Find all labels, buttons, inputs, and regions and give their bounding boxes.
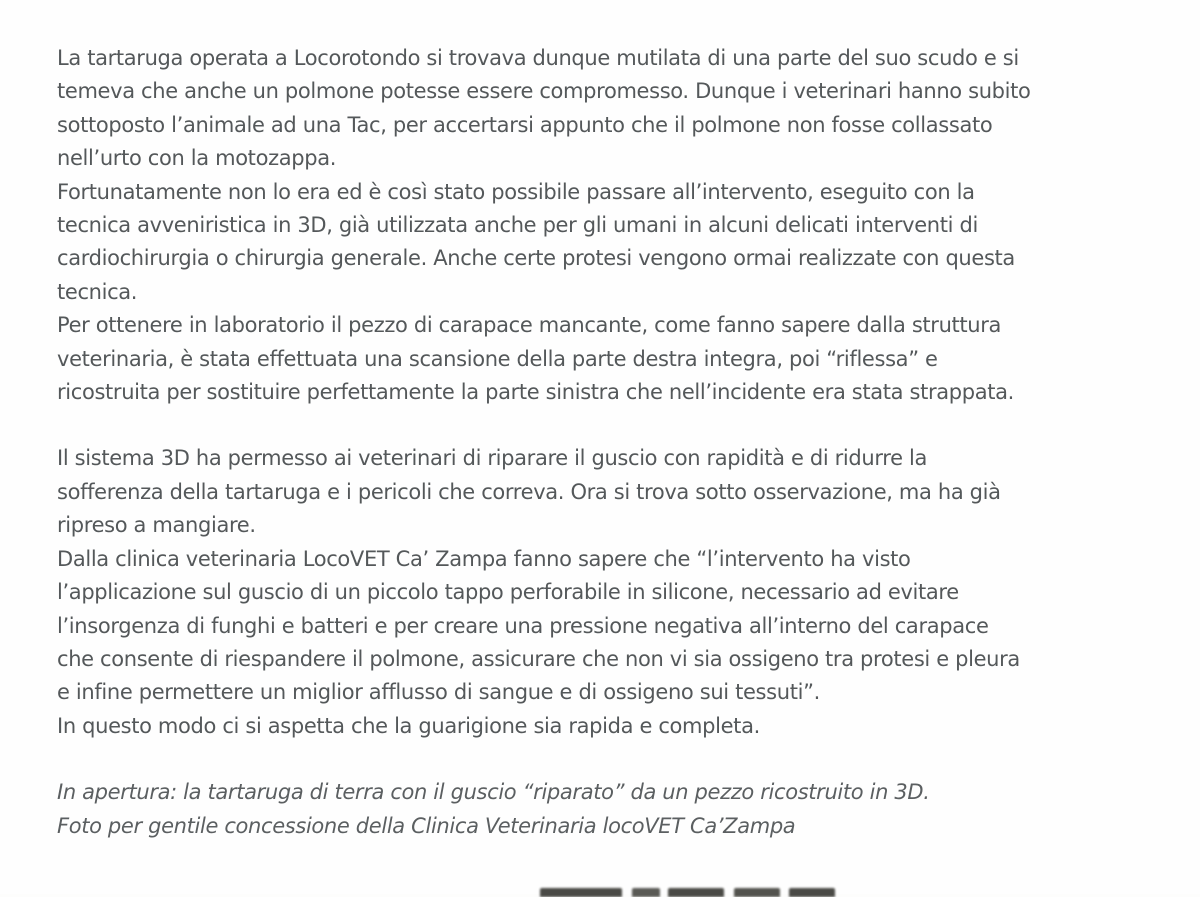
cutoff-fragment-segment <box>632 888 660 897</box>
paragraph: Dalla clinica veterinaria LocoVET Ca’ Zampa fanno sapere che “l’intervento ha visto l’applicazione sul guscio di un piccolo tappo perforabile in silicone, necessario ad evitare l’insorgenza di funghi e batteri e per creare una pressione negativa all’interno del carapace che consente di riespandere il polmone, assicurare che non vi sia ossigeno tra protesi e pleura e infine permettere un miglior afflusso di sangue e di ossigeno sui tessuti”. <box>57 546 1020 705</box>
cutoff-fragment-segment <box>789 888 835 897</box>
paragraph: In questo modo ci si aspetta che la guarigione sia rapida e completa. <box>57 713 760 738</box>
article-body <box>57 42 1157 843</box>
paragraph: Per ottenere in laboratorio il pezzo di carapace mancante, come fanno sapere dalla struttura veterinaria, è stata effettuata una scansione della parte destra integra, poi “riflessa” e ricostruita per sostituire perfettamente la parte sinistra che nell’incidente era stata strappata. <box>57 313 1014 405</box>
paragraph: Fortunatamente non lo era ed è così stato possibile passare all’intervento, eseguito con la tecnica avveniristica in 3D, già utilizzata anche per gli umani in alcuni delicati interventi di cardiochirurgia o chirurgia generale. Anche certe protesi vengono ormai realizzate con questa tecnica. <box>57 179 1015 304</box>
article-block-1 <box>57 42 1157 409</box>
caption-line: Foto per gentile concessione della Clinica Veterinaria locoVET Ca’Zampa <box>57 813 796 838</box>
cutoff-content-fragment <box>540 888 840 897</box>
photo-caption <box>57 776 1157 843</box>
cutoff-fragment-segment <box>540 888 622 897</box>
cutoff-fragment-segment <box>668 888 724 897</box>
paragraph: Il sistema 3D ha permesso ai veterinari di riparare il guscio con rapidità e di ridurre la sofferenza della tartaruga e i pericoli che correva. Ora si trova sotto osservazione, ma ha già ripreso a mangiare. <box>57 446 1001 538</box>
paragraph: La tartaruga operata a Locorotondo si trovava dunque mutilata di una parte del suo scudo e si temeva che anche un polmone potesse essere compromesso. Dunque i veterinari hanno subito sottoposto l’animale ad una Tac, per accertarsi appunto che il polmone non fosse collassato nell’urto con la motozappa. <box>57 46 1031 171</box>
article-block-2 <box>57 442 1157 743</box>
cutoff-fragment-segment <box>734 888 780 897</box>
caption-line: In apertura: la tartaruga di terra con il guscio “riparato” da un pezzo ricostruito in 3D. <box>57 780 930 805</box>
